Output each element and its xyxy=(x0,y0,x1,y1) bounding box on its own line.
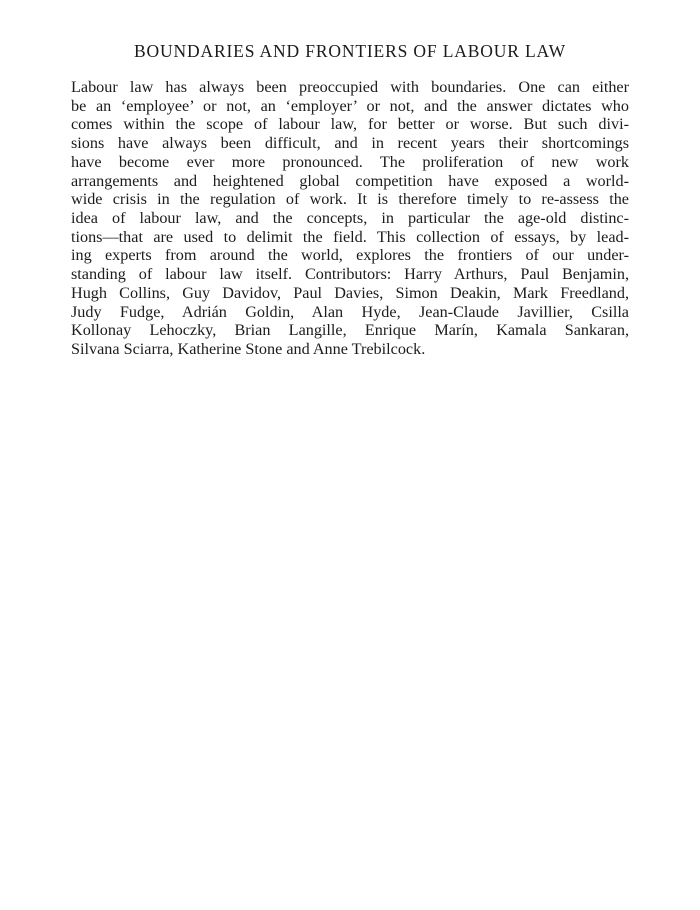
blurb-line: Labour law has always been preoccupied with boundaries. One can either xyxy=(71,78,629,96)
blurb-line: tions—that are used to delimit the field. This collection of essays, by lead- xyxy=(71,227,629,246)
blurb-line: arrangements and heightened global competition have exposed a world- xyxy=(71,171,629,190)
blurb-paragraph xyxy=(71,78,629,359)
blurb-line: Hugh Collins, Guy Davidov, Paul Davies, Simon Deakin, Mark Freedland, xyxy=(71,283,629,302)
blurb-line: Judy Fudge, Adrián Goldin, Alan Hyde, Jean-Claude Javillier, Csilla xyxy=(71,302,629,321)
blurb-line: sions have always been difficult, and in recent years their shortcomings xyxy=(71,134,629,153)
blurb-line: comes within the scope of labour law, for better or worse. But such divi- xyxy=(71,115,629,134)
blurb-line: Silvana Sciarra, Katherine Stone and Anne Trebilcock. xyxy=(71,340,426,359)
blurb-line: Kollonay Lehoczky, Brian Langille, Enrique Marín, Kamala Sankaran, xyxy=(71,321,629,340)
blurb-line: ing experts from around the world, explores the frontiers of our under- xyxy=(71,246,629,265)
blurb-line: idea of labour law, and the concepts, in particular the age-old distinc- xyxy=(71,209,629,228)
blurb-line: standing of labour law itself. Contributors: Harry Arthurs, Paul Benjamin, xyxy=(71,265,629,284)
blurb-line: have become ever more pronounced. The proliferation of new work xyxy=(71,152,629,171)
page-title: BOUNDARIES AND FRONTIERS OF LABOUR LAW xyxy=(134,41,566,61)
blurb-line: wide crisis in the regulation of work. It is therefore timely to re-assess the xyxy=(71,190,629,209)
blurb-line: be an ‘employee’ or not, an ‘employer’ or not, and the answer dictates who xyxy=(71,96,629,115)
